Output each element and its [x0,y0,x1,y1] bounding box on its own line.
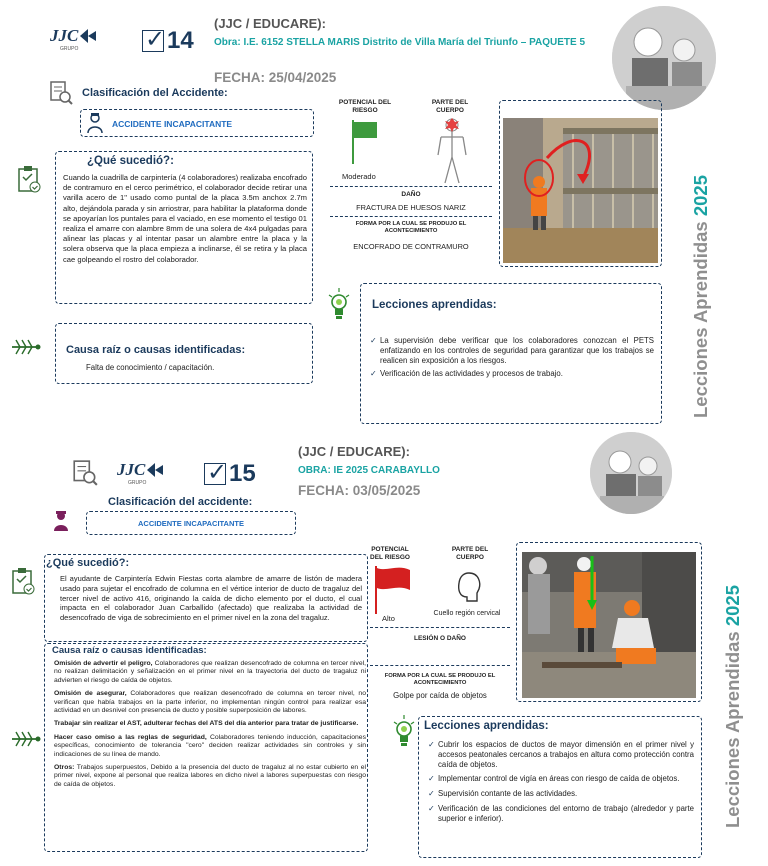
jjc-logo: JJC [50,26,96,46]
dano-label: DAÑO [401,191,421,198]
causa-title: Causa raíz o causas identificadas: [52,645,207,656]
logo-mark-icon [147,463,163,477]
lecciones-list [370,336,654,379]
company-name: (JJC / EDUCARE): [298,444,410,459]
head-outline-icon [454,570,484,606]
potencial-value: Moderado [342,172,376,181]
jjc-logo: JJC [117,460,163,480]
lightbulb-icon [392,714,416,748]
potencial-label: POTENCIAL DEL RIESGO [338,99,392,114]
fishbone-icon [10,728,42,750]
leccion-item: ✓ Implementar control de vigía en áreas con riesgo de caída de objetos. [428,774,694,784]
lecciones-title: Lecciones aprendidas: [372,299,497,311]
potencial-label: POTENCIAL DEL RIESGO [370,546,410,561]
divider [330,216,492,217]
clasificacion-value: ACCIDENTE INCAPACITANTE [112,119,233,129]
worker-icon [50,510,72,532]
parte-cuerpo-value: Cuello región cervical [433,610,501,617]
leccion-item: ✓ Verificación de las actividades y procesos de trabajo. [370,369,654,379]
que-sucedio-text: El ayudante de Carpintería Edwin Fiestas corta alambre de amarre de listón de madera usado para sujetar el encofrado de columna en el vértice interior de ducto de tragaluz del tercer nivel de activo 416, originando la caída de dicho elemento por el ducto, el cual impacta en el colaborador Juan Carballido (afectado) que realizaba la actividad de desencofrado de viga de sobrecimiento en el primer nivel en la zona del tragaluz. [60,574,362,623]
flag-icon [348,118,380,164]
clasificacion-label: Clasificación del accidente: [108,496,253,508]
potencial-value: Alto [382,614,395,623]
clipboard-check-icon [16,164,42,194]
body-outline-icon [434,116,470,186]
obra-name: OBRA: IE 2025 CARABAYLLO [298,465,440,476]
causa-list [54,660,366,789]
leccion-item: ✓ La supervisión debe verificar que los colaboradores conozcan el PETS enfatizando en los controles de seguridad para garantizar que los trabajos se realicen sin exposición a los riesgos. [370,336,654,366]
clasificacion-value: ACCIDENTE INCAPACITANTE [138,519,244,528]
accident-photo [503,118,658,263]
forma-value: Golpe por caída de objetos [393,691,487,700]
logo-mark-icon [80,29,96,43]
causa-item: Omisión de advertir el peligro, Colaboradores que realizan desencofrado de columna en tercer nivel, no realizan delimitación y señalización en el primer nivel en la trayectoria del ducto de tragaluz ni advierten el riesgo de caída de objetos. [54,660,367,684]
search-document-icon [70,458,100,488]
forma-label: FORMA POR LA CUAL SE PRODUJO EL ACONTECIMIENTO [384,673,496,686]
forma-label: FORMA POR LA CUAL SE PRODUJO EL ACONTECIMIENTO [355,221,467,234]
parte-cuerpo-label: PARTE DEL CUERPO [431,99,469,114]
logo-subtext: GRUPO [128,480,147,486]
divider [370,627,510,628]
que-sucedio-text: Cuando la cuadrilla de carpintería (4 colaboradores) realizaba encofrado de contramuro en el cerco perimétrico, el colaborador decide retirar una varilla acero de 1" usado como puntal de la placa 3.5m anchox 2.7m alto, dejándola parada y sin arriostrar, para habilitar la plataforma donde se apoyarían los puntales para el vaciado, en ese momento el testigo 01 realiza el amarre con alambre 8mm de una solera de 4x4 pulgadas para alinear las placas y al intentar pasar un alambre entre la placa y la solera observa que la placa empieza a inclinarse, él se retira y la placa cae golpeando el rostro del colaborador. [63,173,307,264]
report-date: FECHA: 25/04/2025 [214,70,337,85]
search-document-icon [48,80,74,106]
clipboard-check-icon [10,566,36,596]
dano-value: FRACTURA DE HUESOS NARIZ [356,203,466,212]
que-sucedio-title: ¿Qué sucedió?: [87,155,174,167]
worker-photo [612,6,716,110]
forma-value: ENCOFRADO DE CONTRAMURO [353,242,469,251]
que-sucedio-title: ¿Qué sucedió?: [46,557,130,569]
lightbulb-icon [327,287,351,321]
causa-text: Falta de conocimiento / capacitación. [86,363,215,372]
flag-icon [372,564,412,614]
report-number: ✓ 14 [142,27,194,55]
side-title: Lecciones Aprendidas 2025 [690,174,711,418]
causa-item: Otros: Trabajos superpuestos, Debido a la presencia del ducto de tragaluz al no estar cubierto en el primer nivel, expone al personal que realiza labores en dicho nivel a labores superpuestas con riesgo de caída de objetos. [54,764,366,788]
causa-title: Causa raíz o causas identificadas: [66,344,246,356]
fishbone-icon [10,336,42,358]
leccion-item: ✓ Verificación de las condiciones del entorno de trabajo (alrededor y parte superior e inferior). [428,804,694,824]
accident-photo [522,552,696,698]
causa-item: Trabajar sin realizar el AST, adulterar fechas del ATS del día anterior para tratar de justificarse. [54,720,359,728]
leccion-item: ✓ Cubrir los espacios de ductos de mayor dimensión en el primer nivel y accesos peatonales cercanos a trabajos en altura como protección contra caída de objetos. [428,740,694,769]
causa-item: Omisión de asegurar, Colaboradores que realizan desencofrado de columna en tercer nivel, no verifican que había trabajos en la parte inferior, no implementan ningún control para realizar esa actividad en un desnivel con presencia de ducto y posible superposición de labores. [54,690,366,715]
report-number: ✓ 15 [204,460,256,488]
obra-name: Obra: I.E. 6152 STELLA MARIS Distrito de Villa María del Triunfo – PAQUETE 5 [214,37,586,48]
side-title: Lecciones Aprendidas 2025 [722,584,743,828]
checkbox-icon [142,30,164,52]
lecciones-title: Lecciones aprendidas: [424,720,549,732]
logo-subtext: GRUPO [60,46,79,52]
clasificacion-label: Clasificación del Accidente: [82,87,228,99]
divider [370,665,510,666]
worker-photo [590,432,672,514]
lecciones-list [428,740,694,824]
worker-icon [85,112,105,134]
dano-label: LESIÓN O DAÑO [413,635,466,642]
parte-cuerpo-label: PARTE DEL CUERPO [451,546,489,561]
checkbox-icon [204,463,226,485]
causa-item: Hacer caso omiso a las reglas de seguridad, Colaboradores teniendo inducción, capacitaciones específicas, conocimiento de tolerancia "cero" deciden realizar actividades sin controles y sin indicaciones de su línea de mando. [54,733,366,758]
leccion-item: ✓ Supervisión contante de las actividades. [428,789,694,799]
divider [330,186,492,187]
report-date: FECHA: 03/05/2025 [298,483,421,498]
company-name: (JJC / EDUCARE): [214,16,326,31]
